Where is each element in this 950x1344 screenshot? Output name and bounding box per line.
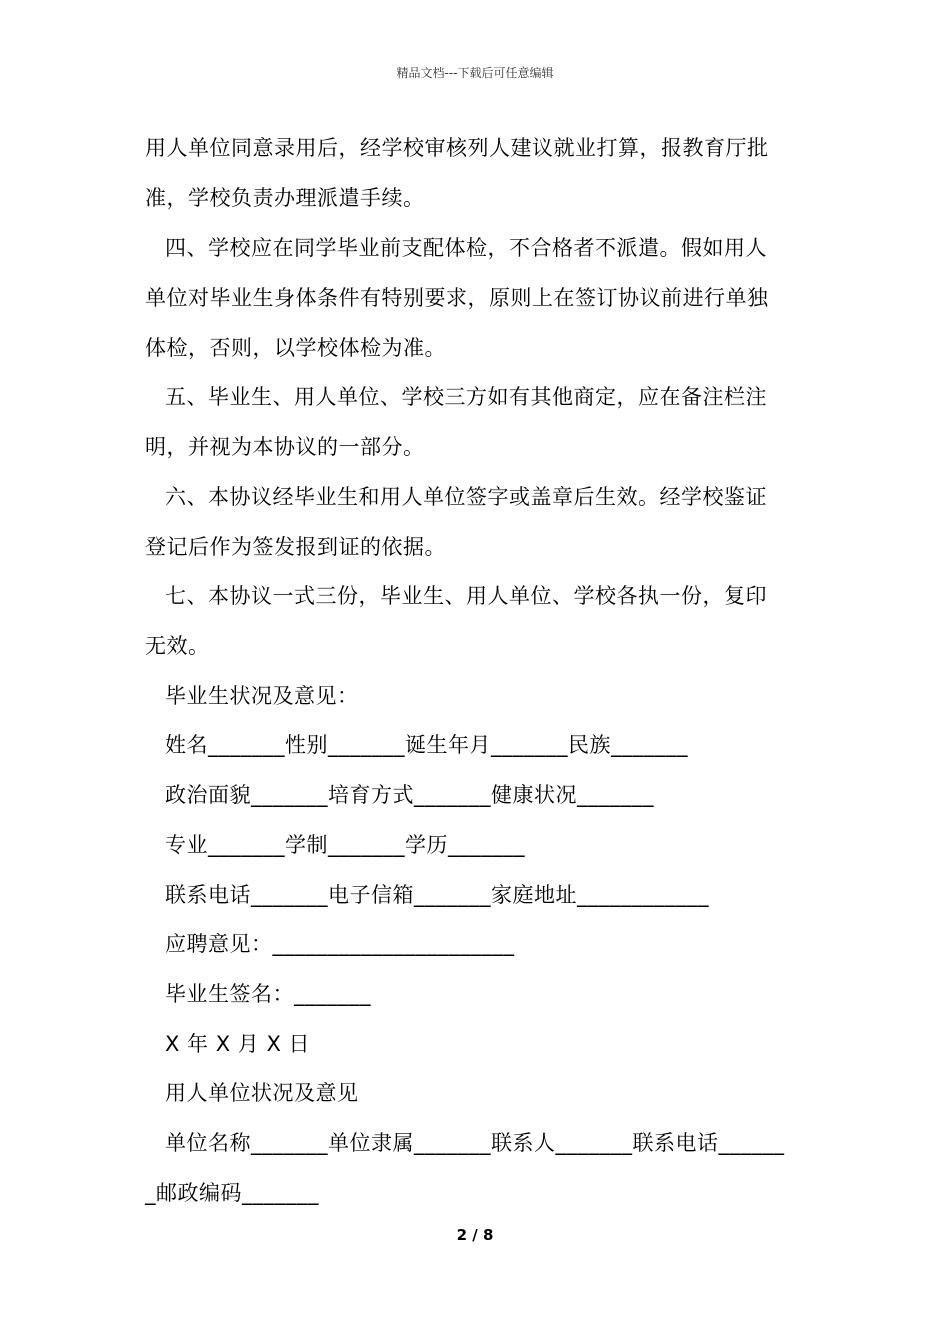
graduate-section-title: 毕业生状况及意见： [165,684,359,708]
page-number: 2 / 8 [456,1226,494,1244]
clause-four: 四、学校应在同学毕业前支配体检，不合格者不派遣。假如用人 [165,236,767,260]
text-line: 无效。 [145,634,210,658]
form-row-contact: 联系电话_______电子信箱_______家庭地址____________ [165,883,709,907]
text-line: 明，并视为本协议的一部分。 [145,435,425,459]
form-row-signature: 毕业生签名：_______ [165,982,371,1006]
form-row-major: 专业_______学制_______学历_______ [165,833,525,857]
form-row-employer: 单位名称_______单位隶属_______联系人_______联系电话______ [165,1131,785,1155]
text-line: 登记后作为签发报到证的依据。 [145,535,446,559]
clause-seven: 七、本协议一式三份，毕业生、用人单位、学校各执一份，复印 [165,584,767,608]
page-header: 精品文档---下载后可任意编辑 [396,66,554,80]
text-line: 单位对毕业生身体条件有特别要求，原则上在签订协议前进行单独 [145,286,769,310]
text-line: 体检，否则，以学校体检为准。 [145,336,446,360]
text-line: 用人单位同意录用后，经学校审核列人建议就业打算，报教育厅批 [145,136,769,160]
clause-six: 六、本协议经毕业生和用人单位签字或盖章后生效。经学校鉴证 [165,485,767,509]
form-row-opinion: 应聘意见：______________________ [165,932,515,956]
text-line: 准，学校负责办理派遣手续。 [145,186,425,210]
form-row-politics: 政治面貌_______培育方式_______健康状况_______ [165,783,654,807]
form-row-postcode: _邮政编码_______ [145,1181,319,1205]
form-row-date: X 年 X 月 X 日 [165,1032,311,1056]
employer-section-title: 用人单位状况及意见 [165,1081,359,1105]
form-row-name: 姓名_______性别_______诞生年月_______民族_______ [165,733,688,757]
clause-five: 五、毕业生、用人单位、学校三方如有其他商定，应在备注栏注 [165,385,767,409]
